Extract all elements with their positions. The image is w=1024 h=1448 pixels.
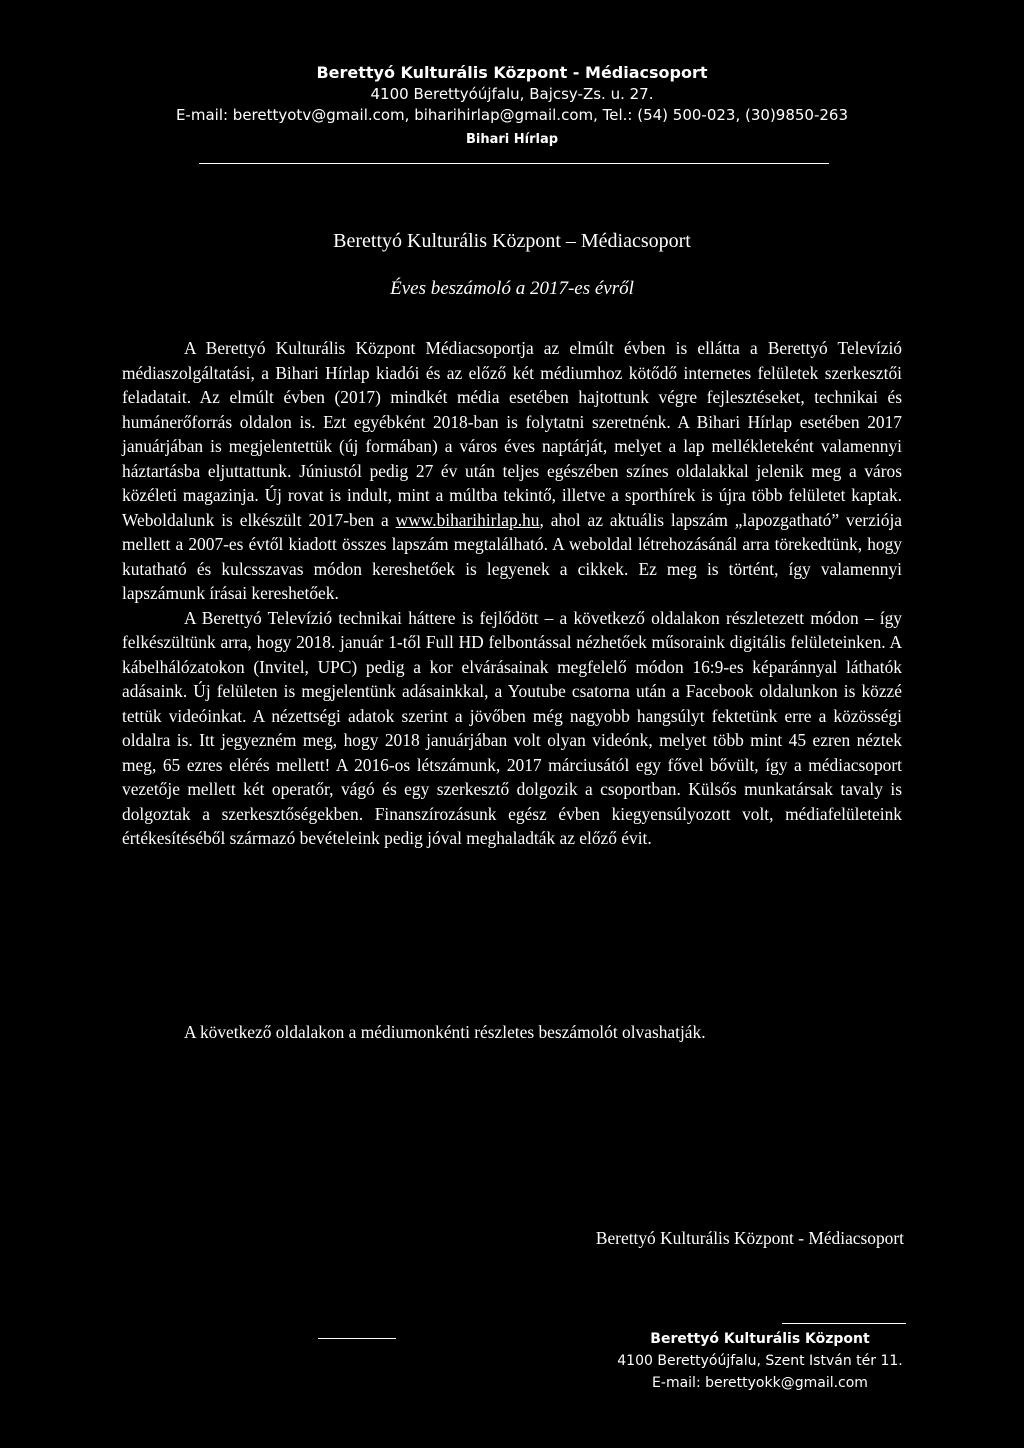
paragraph-newspaper-text-b: , ahol az aktuális lapszám „lapozgatható” verziója mellett a 2007-es évtől kiadott összes lapszám megtalálható. A weboldal létrehozásánál arra törekedtünk, hogy kutatható és kulcsszavas módon kereshetőek is legyenek a cikkek. Ez meg is történt, így valamennyi lapszámunk írásai kereshetőek. — [122, 509, 902, 603]
letterhead-org: Berettyó Kulturális Központ - Médiacsoport — [316, 63, 708, 82]
document-subtitle: Éves beszámoló a 2017-es évről — [390, 278, 634, 299]
paragraph-television: A Berettyó Televízió technikai háttere is fejlődött – a következő oldalakon részletezett módon – így felkészültünk arra, hogy 2018. január 1-től Full HD felbontással nézhetőek műsoraink digitális felületeinken. A kábelhálózatokon (Invitel, UPC) pedig a kor elvárásainak megfelelő módon 16:9-es képaránnyal láthatók adásaink. Új felületen is megjelentünk adásainkkal, a Youtube csatorna után a Facebook oldalunkon is közzé tettük videóinkat. A nézettségi adatok szerint a jövőben még nagyobb hangsúlyt fektetünk erre a közösségi oldalra is. Itt jegyezném meg, hogy 2018 januárjában volt olyan videónk, melyet több mint 45 ezren néztek meg, 65 ezres elérés mellett! A 2016-os létszámunk, 2017 márciusától egy fővel bővült, így a médiacsoport vezetője mellett két operatőr, vágó és egy szerkesztő dolgozik a csoportban. Külsős munkatársak tavaly is dolgoztak a szerkesztőségekben. Finanszírozásunk egész évben kiegyensúlyozott volt, médiafelületeink értékesítéséből származó bevételeink pedig jóval meghaladták az előző évit. — [122, 607, 902, 848]
footer-divider-short — [318, 1338, 396, 1339]
footer-org: Berettyó Kulturális Központ — [650, 1331, 870, 1347]
letterhead-paper: Bihari Hírlap — [465, 132, 559, 147]
signature: Berettyó Kulturális Központ - Médiacsoport — [595, 1228, 904, 1248]
closing-sentence: A következő oldalakon a médiumonkénti részletes beszámolót olvashatják. — [184, 1022, 706, 1042]
footer — [560, 1328, 960, 1394]
footer-divider — [782, 1323, 906, 1324]
letterhead-address: 4100 Berettyóújfalu, Bajcsy-Zs. u. 27. — [370, 85, 654, 103]
footer-email: E-mail: berettyokk@gmail.com — [652, 1375, 868, 1391]
footer-address: 4100 Berettyóújfalu, Szent István tér 11. — [617, 1353, 903, 1369]
paragraph-newspaper-text-a: A Berettyó Kulturális Központ Médiacsoportja az elmúlt évben is ellátta a Berettyó Televízió médiaszolgáltatási, a Bihari Hírlap kiadói és az előző két médiumhoz kötődő internetes felületek szerkesztői feladatait. Az elmúlt évben (2017) mindkét média esetében hajtottunk végre fejlesztéseket, technikai és humánerőforrás oldalon is. Ezt egyébként 2018-ban is folytatni szeretnénk. A Bihari Hírlap esetében 2017 januárjában is megjelentettük (új formában) a város éves naptárját, melyet a lap mellékleteként valamennyi háztartásba eljuttattunk. Júniustól pedig 27 év után teljes egészében színes oldalakkal jelenik meg a város közéleti magazinja. Új rovat is indult, mint a múltba tekintő, illetve a sporthírek is újra több felületet kaptak. Weboldalunk is elkészült 2017-ben a — [122, 338, 902, 530]
letterhead-divider — [199, 163, 829, 164]
letterhead — [0, 62, 1024, 150]
letterhead-contact: E-mail: berettyotv@gmail.com, biharihirlap@gmail.com, Tel.: (54) 500-023, (30)9850-263 — [175, 106, 849, 124]
document-title: Berettyó Kulturális Központ – Médiacsoport — [333, 230, 691, 252]
report-body — [122, 336, 902, 851]
paragraph-newspaper — [122, 336, 902, 606]
website-link[interactable]: www.biharihirlap.hu — [395, 509, 540, 530]
